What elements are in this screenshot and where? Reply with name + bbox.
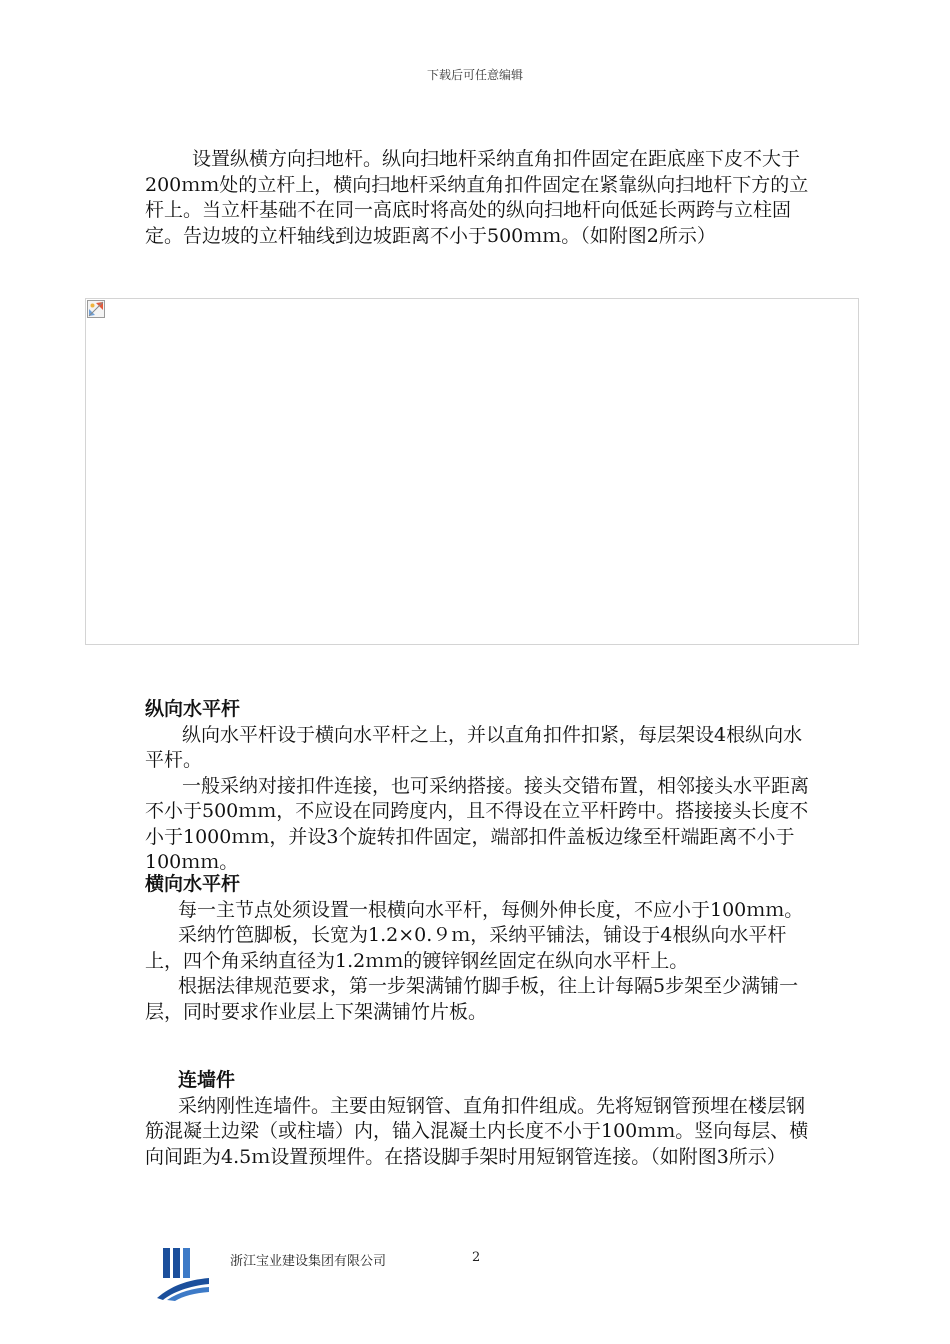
header-note: 下载后可任意编辑: [426, 68, 523, 82]
section-heading: 纵向水平杆: [145, 698, 241, 720]
figure-placeholder: [85, 298, 859, 645]
paragraph: 根据法律规范要求，第一步架满铺竹脚手板，往上计每隔5步架至少满铺一层，同时要求作业层上下架满铺竹片板。: [145, 975, 799, 1023]
broken-image-icon: [87, 300, 105, 318]
footer-company: 浙江宝业建设集团有限公司: [230, 1254, 387, 1269]
section-longitudinal-bar: [145, 697, 810, 876]
section-heading: 横向水平杆: [145, 873, 241, 895]
paragraph: 纵向水平杆设于横向水平杆之上，并以直角扣件扣紧，每层架设4根纵向水平杆。: [145, 723, 803, 771]
paragraph: 采纳竹笆脚板，长宽为1.2×0.９ｍ，采纳平铺法，铺设于4根纵向水平杆上，四个角采纳直径为1.2ｍｍ的镀锌钢丝固定在纵向水平杆上。: [145, 924, 787, 972]
section-transverse-bar: [145, 872, 810, 1025]
page-number: 2: [472, 1250, 481, 1265]
company-logo: [155, 1246, 211, 1302]
paragraph: 每一主节点处须设置一根横向水平杆，每侧外伸长度，不应小于100ｍｍ。: [178, 898, 804, 921]
section-heading: 连墙件: [178, 1069, 236, 1091]
paragraph: 一般采纳对接扣件连接，也可采纳搭接。接头交错布置，相邻接头水平距离不小于500ｍｍ，不应设在同跨度内，且不得设在立平杆跨中。搭接接头长度不小于1000ｍｍ，并设3个旋转扣件固定，端部扣件盖板边缘至杆端距离不小于100ｍｍ。: [145, 774, 810, 873]
intro-paragraph: 设置纵横方向扫地杆。纵向扫地杆采纳直角扣件固定在距底座下皮不大于200ｍｍ处的立杆上，横向扫地杆采纳直角扣件固定在紧靠纵向扫地杆下方的立杆上。当立杆基础不在同一高底时将高处的纵向扫地杆向低延长两跨与立柱固定。告边坡的立杆轴线到边坡距离不小于500ｍｍ。（如附图2所示）: [145, 148, 809, 247]
section-wall-ties: [145, 1068, 810, 1170]
paragraph: 采纳刚性连墙件。主要由短钢管、直角扣件组成。先将短钢管预埋在楼层钢筋混凝土边梁（或柱墙）内，锚入混凝土内长度不小于100ｍｍ。竖向每层、横向间距为4.5ｍ设置预埋件。在搭设脚手架时用短钢管连接。（如附图3所示）: [145, 1094, 809, 1168]
